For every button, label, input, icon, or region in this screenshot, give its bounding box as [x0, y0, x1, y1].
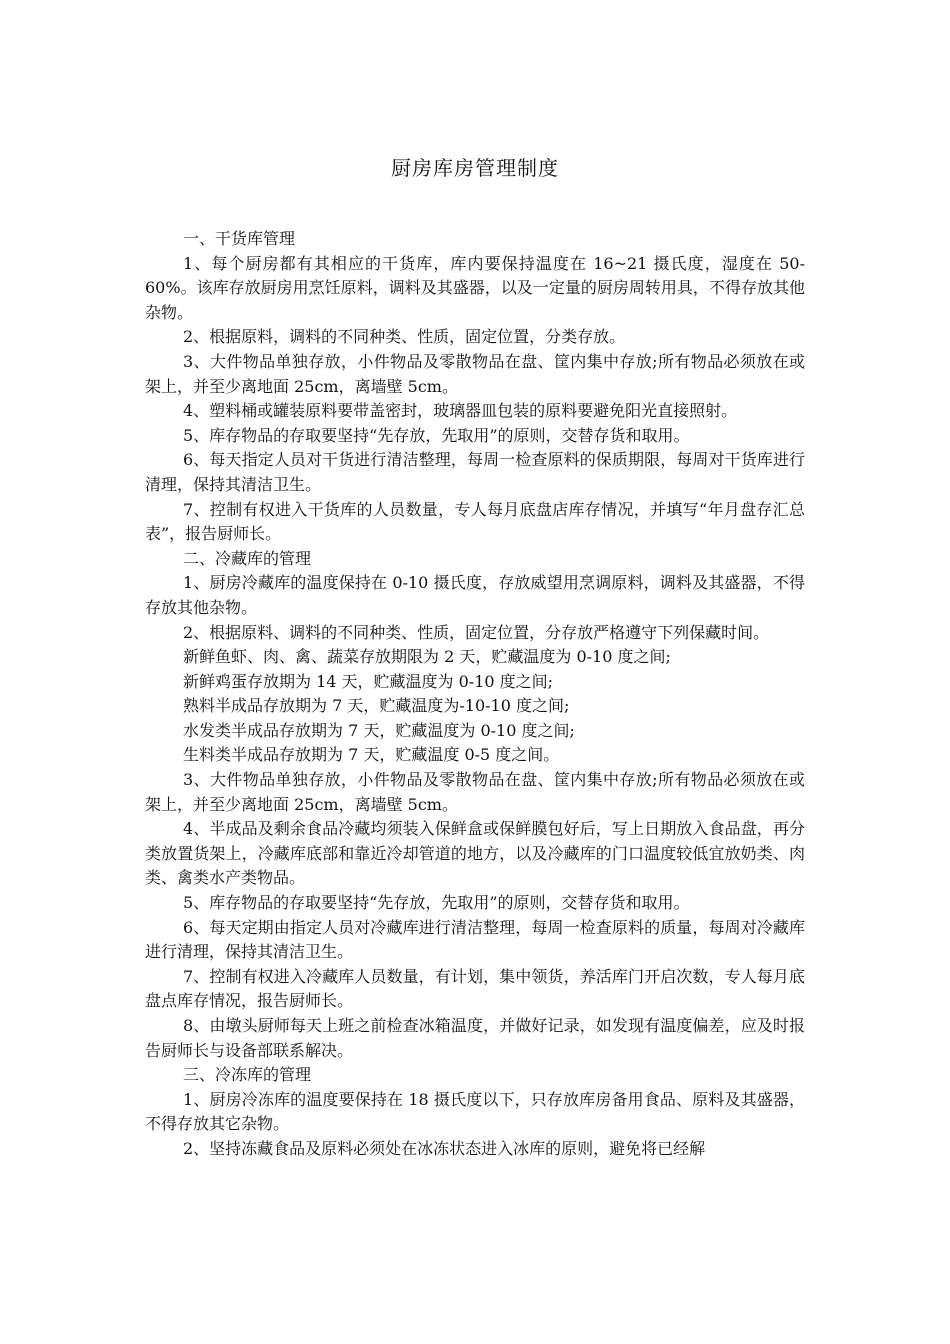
document-body [145, 227, 805, 1162]
page-title: 厨房库房管理制度 [391, 156, 559, 180]
paragraph: 4、半成品及剩余食品冷藏均须装入保鲜盒或保鲜膜包好后，写上日期放入食品盘，再分类放置货架上，冷藏库底部和靠近冷却管道的地方，以及冷藏库的门口温度较低宜放奶类、肉类、禽类水产类物品。 [145, 819, 805, 888]
paragraph: 3、大件物品单独存放，小件物品及零散物品在盘、筐内集中存放;所有物品必须放在或架上，并至少离地面 25cm，离墙壁 5cm。 [145, 770, 805, 814]
paragraph: 2、根据原料、调料的不同种类、性质，固定位置，分存放严格遵守下列保藏时间。 [183, 622, 770, 642]
paragraph: 1、每个厨房都有其相应的干货库，库内要保持温度在 16~21 摄氏度，湿度在 50-60%。该库存放厨房用烹饪原料，调料及其盛器，以及一定量的厨房周转用具，不得存放其他杂物。 [145, 253, 805, 322]
paragraph: 2、根据原料，调料的不同种类、性质，固定位置，分类存放。 [183, 327, 626, 347]
paragraph: 1、厨房冷冻库的温度要保持在 18 摄氏度以下，只存放库房备用食品、原料及其盛器，不得存放其它杂物。 [145, 1089, 805, 1134]
paragraph: 4、塑料桶或罐装原料要带盖密封，玻璃器皿包装的原料要避免阳光直接照射。 [183, 401, 738, 421]
section-heading: 二、冷藏库的管理 [183, 548, 312, 568]
section-heading: 一、干货库管理 [183, 229, 296, 248]
paragraph: 7、控制有权进入干货库的人员数量，专人每月底盘店库存情况，并填写“年月盘存汇总表”，报告厨师长。 [145, 499, 805, 544]
paragraph: 2、坚持冻藏食品及原料必须处在冰冻状态进入冰库的原则，避免将已经解 [183, 1138, 706, 1158]
paragraph: 6、每天指定人员对干货进行清洁整理，每周一检查原料的保质期限，每周对干货库进行清理，保持其清洁卫生。 [145, 450, 805, 494]
paragraph: 3、大件物品单独存放，小件物品及零散物品在盘、筐内集中存放;所有物品必须放在或架上，并至少离地面 25cm，离墙壁 5cm。 [145, 351, 805, 396]
list-item: 新鲜鱼虾、肉、禽、蔬菜存放期限为 2 天，贮藏温度为 0-10 度之间; [183, 647, 671, 667]
paragraph: 5、库存物品的存取要坚持“先存放，先取用”的原则，交替存货和取用。 [183, 425, 690, 445]
section-heading: 三、冷冻库的管理 [183, 1065, 312, 1085]
paragraph: 7、控制有权进入冷藏库人员数量，有计划，集中领货，养活库门开启次数，专人每月底盘点库存情况，报告厨师长。 [145, 966, 805, 1011]
list-item: 新鲜鸡蛋存放期为 14 天，贮藏温度为 0-10 度之间; [183, 671, 554, 691]
list-item: 熟料半成品存放期为 7 天，贮藏温度为-10-10 度之间; [183, 696, 570, 716]
list-item: 水发类半成品存放期为 7 天，贮藏温度为 0-10 度之间; [183, 720, 575, 740]
list-item: 生料类半成品存放期为 7 天，贮藏温度 0-5 度之间。 [183, 745, 560, 765]
paragraph: 6、每天定期由指定人员对冷藏库进行清洁整理，每周一检查原料的质量，每周对冷藏库进行清理，保持其清洁卫生。 [145, 917, 805, 962]
paragraph: 1、厨房冷藏库的温度保持在 0-10 摄氏度，存放威望用烹调原料，调料及其盛器，不得存放其他杂物。 [145, 573, 805, 617]
paragraph: 5、库存物品的存取要坚持“先存放，先取用”的原则，交替存货和取用。 [183, 893, 690, 913]
paragraph: 8、由墩头厨师每天上班之前检查冰箱温度，并做好记录，如发现有温度偏差，应及时报告厨师长与设备部联系解决。 [145, 1016, 805, 1060]
